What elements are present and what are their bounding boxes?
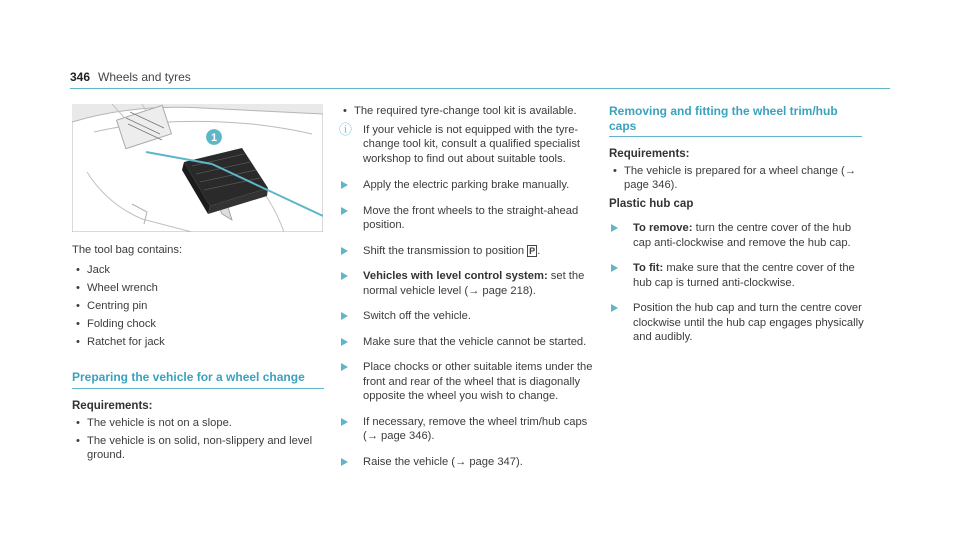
step-arrow-icon bbox=[341, 458, 348, 466]
tool-bag-list bbox=[72, 263, 327, 350]
step-arrow-icon bbox=[341, 247, 348, 255]
step-text bbox=[363, 244, 594, 259]
step-text-part: make sure that the centre cover of the hub cap is turned anti-clockwise. bbox=[633, 262, 855, 289]
requirements-list bbox=[609, 164, 869, 193]
column-left bbox=[72, 243, 327, 467]
step-arrow-icon bbox=[341, 363, 348, 371]
list-item: • Centring pin bbox=[72, 299, 327, 314]
step-arrow-icon bbox=[341, 181, 348, 189]
step-text: Move the front wheels to the straight-ahead position. bbox=[363, 204, 579, 231]
step-text bbox=[633, 221, 869, 250]
step-label: To remove: bbox=[633, 222, 693, 234]
step bbox=[339, 269, 594, 298]
step-arrow-icon bbox=[611, 264, 618, 272]
step-text: Place chocks or other suitable items under the front and rear of the wheel that is diagonally opposite the wheel you wish to change. bbox=[363, 361, 593, 402]
step-arrow-icon bbox=[611, 224, 618, 232]
step-text bbox=[363, 269, 594, 298]
requirements-list bbox=[339, 104, 594, 119]
list-item: • The vehicle is on solid, non-slippery and level ground. bbox=[72, 434, 323, 463]
page-number: 346 bbox=[70, 70, 91, 84]
step bbox=[339, 204, 594, 233]
step-text-part: turn the centre cover of the hub cap anti-clockwise and remove the hub cap. bbox=[633, 222, 852, 249]
tool-bag-figure bbox=[72, 104, 323, 232]
step-text: Apply the electric parking brake manually. bbox=[363, 179, 570, 191]
section-title: Wheels and tyres bbox=[98, 70, 191, 84]
step bbox=[339, 335, 594, 350]
section-heading-preparing: Preparing the vehicle for a wheel change bbox=[72, 369, 305, 384]
section-heading-hub-caps: Removing and fitting the wheel trim/hub caps bbox=[609, 104, 862, 137]
tool-bag-illustration bbox=[72, 104, 323, 232]
list-item: • Wheel wrench bbox=[72, 281, 327, 296]
subheading-plastic-hub-cap: Plastic hub cap bbox=[609, 197, 694, 210]
list-item: • Folding chock bbox=[72, 317, 327, 332]
step bbox=[609, 221, 869, 250]
tool-bag-intro: The tool bag contains: bbox=[72, 244, 183, 256]
step-text-part: . bbox=[537, 244, 541, 257]
section-heading-wrap bbox=[72, 370, 324, 390]
info-note bbox=[339, 123, 594, 167]
list-item: • Ratchet for jack bbox=[72, 335, 327, 350]
column-middle bbox=[339, 104, 594, 469]
step-arrow-icon bbox=[341, 312, 348, 320]
step bbox=[609, 301, 869, 345]
requirements-label: Requirements: bbox=[72, 400, 153, 413]
figure-callout: 1 bbox=[210, 132, 218, 144]
step bbox=[339, 455, 594, 470]
step-text: If necessary, remove the wheel trim/hub caps (→ page 346). bbox=[363, 415, 588, 442]
step-arrow-icon bbox=[611, 304, 618, 312]
step-text bbox=[633, 261, 869, 290]
requirements-label: Requirements: bbox=[609, 148, 690, 160]
requirements-list bbox=[72, 416, 327, 463]
step-arrow-icon bbox=[341, 338, 348, 346]
step-text: Raise the vehicle (→ page 347). bbox=[363, 455, 523, 468]
step-label: To fit: bbox=[633, 262, 664, 274]
list-item: • Jack bbox=[72, 263, 327, 278]
step bbox=[339, 178, 594, 193]
step bbox=[339, 244, 594, 259]
step bbox=[339, 309, 594, 324]
step-text-part: set the normal vehicle level (→ page 218). bbox=[363, 270, 585, 297]
list-item: • The vehicle is not on a slope. bbox=[72, 416, 327, 431]
list-item: • The vehicle is prepared for a wheel change (→ page 346). bbox=[609, 164, 859, 193]
info-icon: ⓘ bbox=[339, 121, 353, 137]
step-arrow-icon bbox=[341, 272, 348, 280]
column-right bbox=[609, 104, 869, 345]
step-label: Vehicles with level control system: bbox=[363, 270, 548, 282]
step bbox=[609, 261, 869, 290]
step-text: Position the hub cap and turn the centre cover clockwise until the hub cap engages physically and audibly. bbox=[633, 302, 864, 343]
step-arrow-icon bbox=[341, 207, 348, 215]
step-text: Make sure that the vehicle cannot be started. bbox=[363, 335, 587, 348]
step-arrow-icon bbox=[341, 418, 348, 426]
note-text: If your vehicle is not equipped with the tyre-change tool kit, consult a qualified specialist workshop to find out about suitable tools. bbox=[363, 123, 581, 165]
page-header bbox=[70, 70, 890, 89]
list-item: • The required tyre-change tool kit is available. bbox=[339, 104, 594, 119]
step bbox=[339, 415, 594, 444]
step bbox=[339, 360, 594, 404]
step-text-part: Shift the transmission to position bbox=[363, 244, 525, 257]
park-position-icon: P bbox=[529, 245, 536, 256]
step-text: Switch off the vehicle. bbox=[363, 310, 471, 322]
